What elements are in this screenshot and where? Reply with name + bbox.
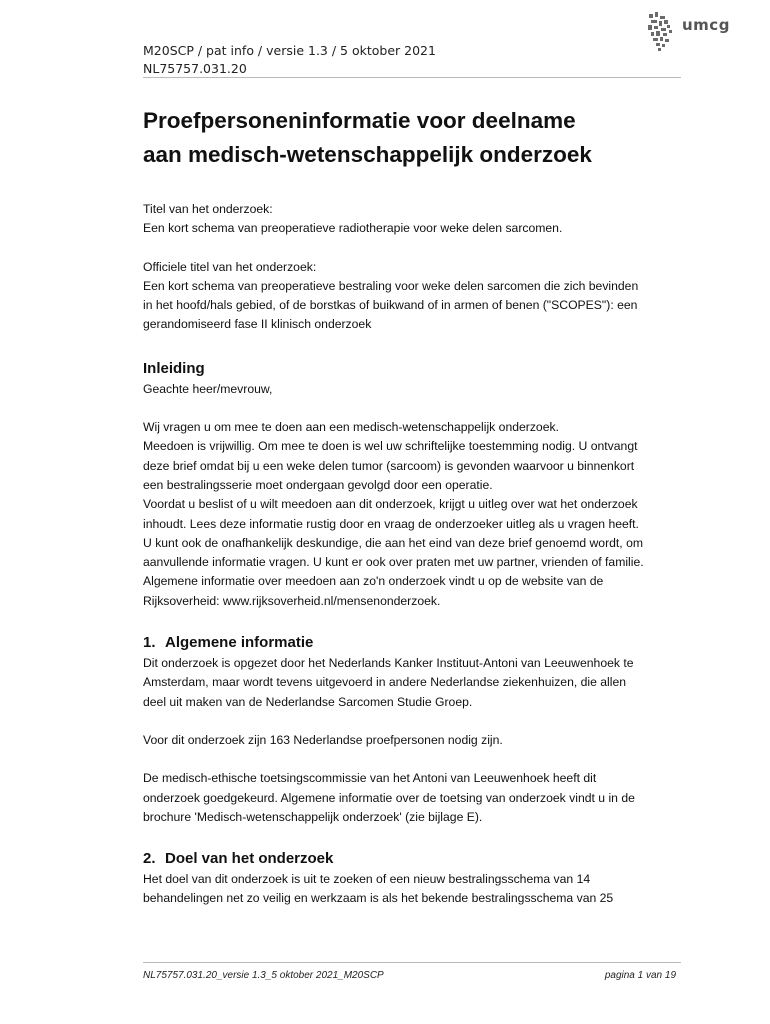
- footer-document-id: NL75757.031.20_versie 1.3_5 oktober 2021_M20SCP: [143, 970, 384, 981]
- footer-divider: [143, 962, 681, 963]
- header-divider: [143, 77, 681, 78]
- section-2-line: Het doel van dit onderzoek is uit te zoeken of een nieuw bestralingsschema van 14: [143, 872, 591, 887]
- intro-line: aanvullende informatie vragen. U kunt er ook over praten met uw partner, vrienden of familie.: [143, 555, 644, 570]
- section-1-line: De medisch-ethische toetsingscommissie van het Antoni van Leeuwenhoek heeft dit: [143, 771, 597, 786]
- study-title-label: Titel van het onderzoek:: [143, 202, 273, 216]
- intro-line: Algemene informatie over meedoen aan zo'n onderzoek vindt u op de website van de: [143, 574, 604, 589]
- section-2-number: 2.: [143, 850, 156, 868]
- section-1-line: brochure 'Medisch-wetenschappelijk onderzoek' (zie bijlage E).: [143, 809, 483, 824]
- official-title-line: Een kort schema van preoperatieve bestraling voor weke delen sarcomen die zich bevinden: [143, 278, 639, 293]
- intro-heading: Inleiding: [143, 359, 205, 377]
- study-title-value: Een kort schema van preoperatieve radiotherapie voor weke delen sarcomen.: [143, 221, 563, 236]
- umcg-logo-text: umcg: [682, 16, 730, 34]
- intro-line: Meedoen is vrijwillig. Om mee te doen is wel uw schriftelijke toestemming nodig. U ontvangt: [143, 439, 638, 454]
- intro-line: U kunt ook de onafhankelijk deskundige, die aan het eind van deze brief genoemd wordt, om: [143, 535, 644, 550]
- intro-line: Wij vragen u om mee te doen aan een medisch-wetenschappelijk onderzoek.: [143, 420, 559, 435]
- section-1-participants: Voor dit onderzoek zijn 163 Nederlandse proefpersonen nodig zijn.: [143, 732, 503, 747]
- section-2-line: behandelingen net zo veilig en werkzaam is als het bekende bestralingsschema van 25: [143, 891, 614, 906]
- official-title-label: Officiele titel van het onderzoek:: [143, 259, 317, 274]
- intro-line: een bestralingsserie moet ondergaan gevolgd door een operatie.: [143, 477, 493, 492]
- section-1-line: onderzoek goedgekeurd. Algemene informatie over de toetsing van onderzoek vindt u in de: [143, 790, 635, 805]
- section-1-number: 1.: [143, 634, 156, 652]
- intro-line: deze brief omdat bij u een weke delen tumor (sarcoom) is gevonden waarvoor u binnenkort: [143, 458, 635, 473]
- page-title: [143, 104, 703, 172]
- intro-line: Voordat u beslist of u wilt meedoen aan dit onderzoek, krijgt u uitleg over wat het onderzoek: [143, 497, 638, 512]
- section-2-title: Doel van het onderzoek: [165, 850, 334, 868]
- document-header: [143, 42, 436, 78]
- section-1-title: Algemene informatie: [165, 634, 314, 652]
- footer-page-number: pagina 1 van 19: [604, 970, 676, 981]
- section-1-line: Amsterdam, maar wordt tevens uitgevoerd in andere Nederlandse ziekenhuizen, die allen: [143, 675, 627, 690]
- intro-line: Rijksoverheid: www.rijksoverheid.nl/mensenonderzoek.: [143, 593, 441, 608]
- section-2-heading: [143, 849, 679, 869]
- intro-line: inhoudt. Lees deze informatie rustig door en vraag de onderzoeker uitleg als u vragen heeft.: [143, 516, 639, 531]
- section-1-heading: [143, 633, 679, 653]
- official-title-line: gerandomiseerd fase II klinisch onderzoek: [143, 317, 372, 332]
- header-protocol-number: NL75757.031.20: [143, 61, 247, 76]
- header-version-line: M20SCP / pat info / versie 1.3 / 5 oktober 2021: [143, 43, 436, 58]
- section-1-line: deel uit maken van de Nederlandse Sarcomen Studie Groep.: [143, 694, 473, 709]
- intro-greeting: Geachte heer/mevrouw,: [143, 381, 273, 396]
- title-line-2: aan medisch-wetenschappelijk onderzoek: [143, 142, 592, 167]
- title-line-1: Proefpersoneninformatie voor deelname: [143, 108, 576, 133]
- document-body: [143, 200, 679, 909]
- official-title-line: in het hoofd/hals gebied, of de borstkas of buikwand of in armen of benen ("SCOPES"): een: [143, 298, 638, 313]
- section-1-line: Dit onderzoek is opgezet door het Nederlands Kanker Instituut-Antoni van Leeuwenhoek te: [143, 656, 634, 671]
